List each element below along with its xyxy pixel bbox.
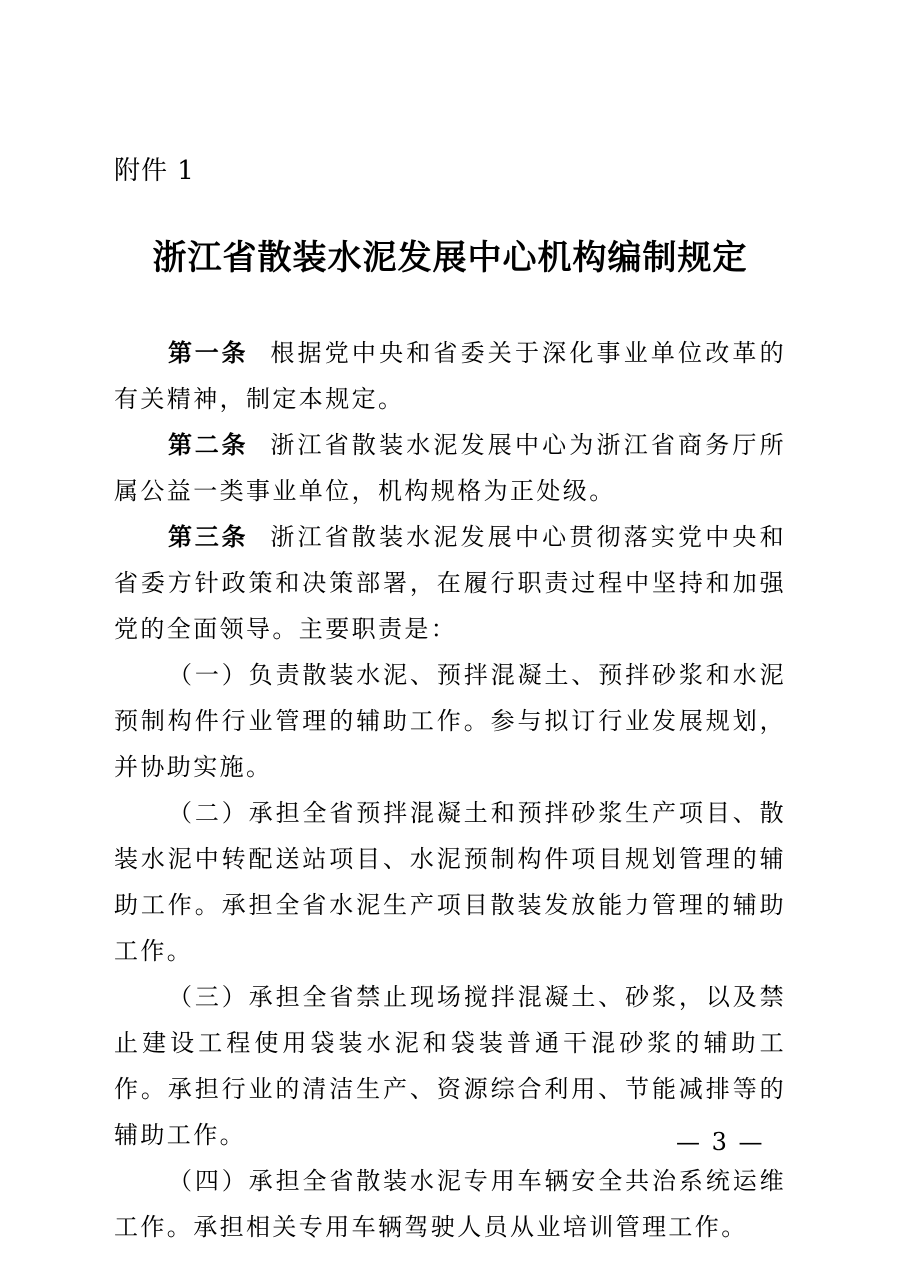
article-number: 第一条 (168, 339, 249, 367)
article-number: 第三条 (168, 523, 249, 551)
article-text: 根据党中央和省委关于深化事业单位改革的有关精神，制定本规定。 (114, 339, 786, 413)
article-2 (114, 422, 786, 514)
duty-item-4: （四）承担全省散装水泥专用车辆安全共治系统运维工作。承担相关专用车辆驾驶人员从业培训管理工作。 (114, 1167, 786, 1241)
duty-item-2: （二）承担全省预拌混凝土和预拌砂浆生产项目、散装水泥中转配送站项目、水泥预制构件项目规划管理的辅助工作。承担全省水泥生产项目散装发放能力管理的辅助工作。 (114, 799, 786, 965)
duty-item-3: （三）承担全省禁止现场搅拌混凝土、砂浆，以及禁止建设工程使用袋装水泥和袋装普通干混砂浆的辅助工作。承担行业的清洁生产、资源综合利用、节能减排等的辅助工作。 (114, 983, 786, 1149)
article-text: 浙江省散装水泥发展中心为浙江省商务厅所属公益一类事业单位，机构规格为正处级。 (114, 431, 786, 505)
article-3 (114, 514, 786, 652)
document-title: 浙江省散装水泥发展中心机构编制规定 (152, 238, 748, 278)
attachment-label: 附件 1 (114, 156, 195, 186)
article-1 (114, 330, 786, 422)
duty-item-1: （一）负责散装水泥、预拌混凝土、预拌砂浆和水泥预制构件行业管理的辅助工作。参与拟订行业发展规划，并协助实施。 (114, 661, 786, 781)
article-text: 浙江省散装水泥发展中心贯彻落实党中央和省委方针政策和决策部署，在履行职责过程中坚持和加强党的全面领导。主要职责是： (114, 523, 786, 643)
article-number: 第二条 (168, 431, 249, 459)
page-number: — 3 — (676, 1128, 765, 1156)
document-body (114, 330, 786, 1250)
